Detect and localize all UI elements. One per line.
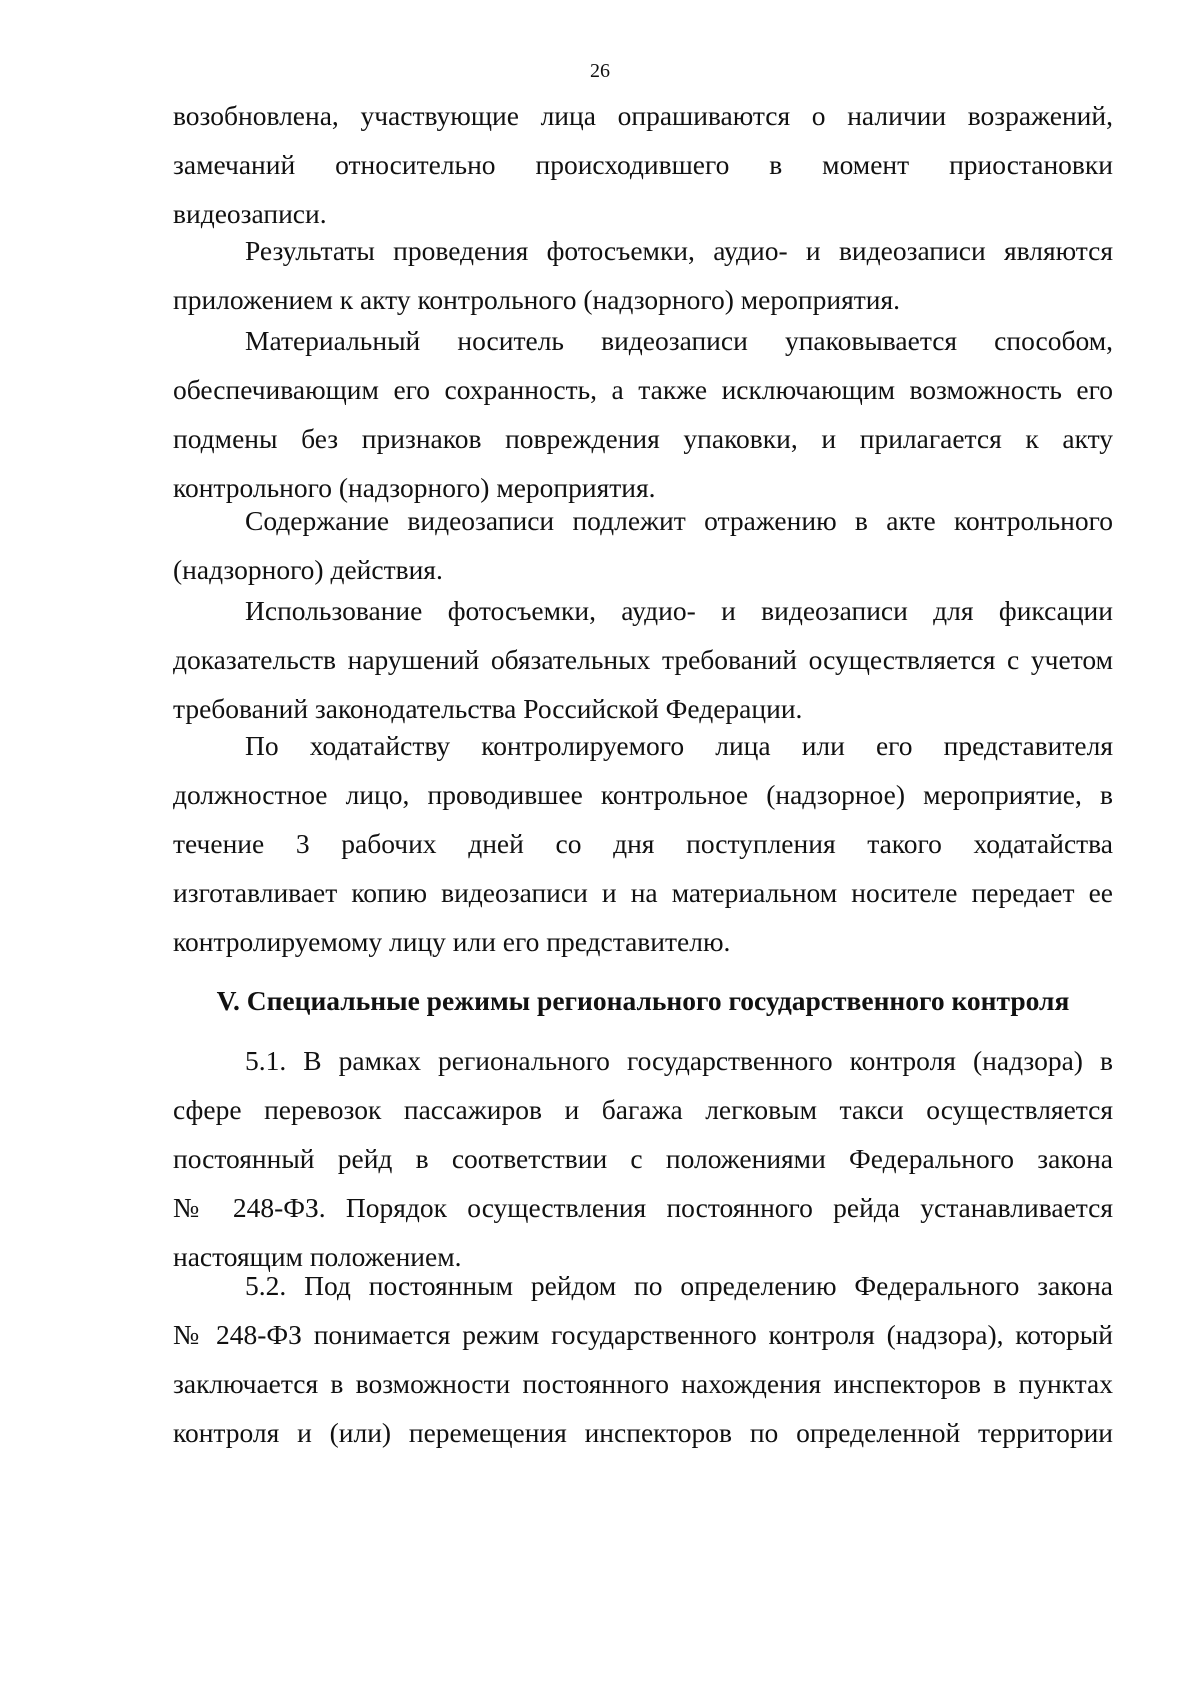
text-line: возобновлена, участвующие лица опрашиваются о наличии возражений, [173,100,1113,131]
text-line: видеозаписи. [173,198,327,229]
section-heading: V. Специальные режимы регионального государственного контроля [216,985,1070,1016]
paragraph-5-1 [173,1036,1113,1281]
text-line: контрольного (надзорного) мероприятия. [173,472,656,503]
text-line: заключается в возможности постоянного нахождения инспекторов в пунктах [173,1368,1113,1399]
text-line: По ходатайству контролируемого лица или его представителя [245,730,1113,761]
paragraph-continuation [173,91,1113,238]
text-line: (надзорного) действия. [173,554,443,585]
paragraph-photo-results [173,226,1113,324]
text-line: требований законодательства Российской Федерации. [173,693,803,724]
text-line: контроля и (или) перемещения инспекторов по определенной территории [173,1417,1113,1448]
paragraph-copy-request [173,721,1113,966]
text-line: доказательств нарушений обязательных требований осуществляется с учетом [173,644,1113,675]
text-line: сфере перевозок пассажиров и багажа легковым такси осуществляется [173,1094,1113,1125]
text-line: № 248-ФЗ. Порядок осуществления постоянного рейда устанавливается [173,1192,1113,1223]
text-line: должностное лицо, проводившее контрольное (надзорное) мероприятие, в [173,779,1113,810]
text-line: подмены без признаков повреждения упаковки, и прилагается к акту [173,423,1113,454]
text-line: течение 3 рабочих дней со дня поступления такого ходатайства [173,828,1113,859]
page-number: 26 [590,60,610,82]
text-line: обеспечивающим его сохранность, а также исключающим возможность его [173,374,1113,405]
text-line: замечаний относительно происходившего в момент приостановки [173,149,1113,180]
paragraph-media-carrier [173,316,1113,512]
text-line: Результаты проведения фотосъемки, аудио- и видеозаписи являются [245,235,1113,266]
text-line: 5.1. В рамках регионального государственного контроля (надзора) в [245,1045,1113,1076]
text-line: постоянный рейд в соответствии с положениями Федерального закона [173,1143,1113,1174]
text-line: изготавливает копию видеозаписи и на материальном носителе передает ее [173,877,1113,908]
paragraph-video-content [173,496,1113,594]
text-line: Материальный носитель видеозаписи упаковывается способом, [245,325,1113,356]
text-line: 5.2. Под постоянным рейдом по определению Федерального закона [245,1270,1113,1301]
text-line: приложением к акту контрольного (надзорного) мероприятия. [173,284,900,315]
text-line: Использование фотосъемки, аудио- и видеозаписи для фиксации [245,595,1113,626]
text-line: Содержание видеозаписи подлежит отражению в акте контрольного [245,505,1113,536]
text-line: № 248-ФЗ понимается режим государственного контроля (надзора), который [173,1319,1113,1350]
paragraph-5-2 [173,1261,1113,1457]
text-line: контролируемому лицу или его представителю. [173,926,731,957]
text-line: настоящим положением. [173,1241,462,1272]
paragraph-evidence-use [173,586,1113,733]
